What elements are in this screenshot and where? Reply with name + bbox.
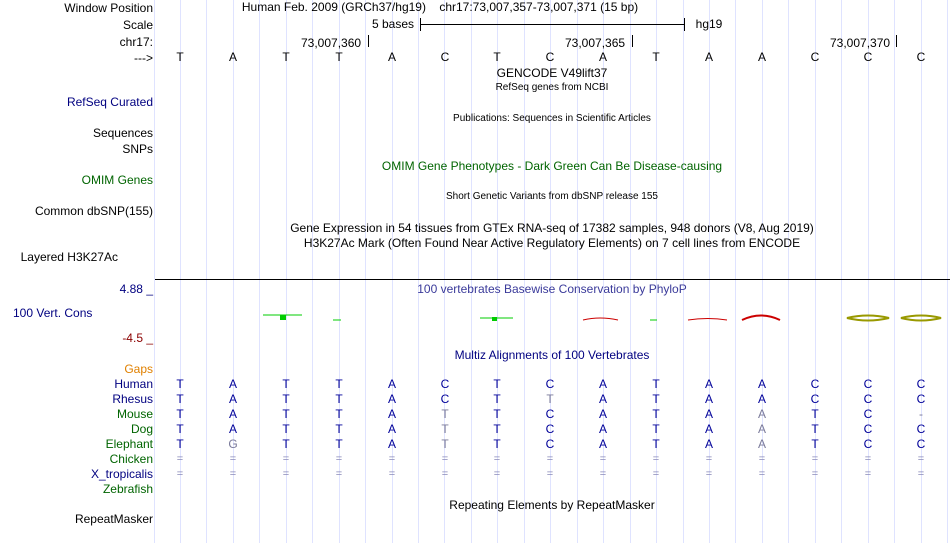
ruler-position-1: 73,007,360 xyxy=(301,36,362,50)
alignment-base-dog: C xyxy=(545,422,555,436)
sequence-base: C xyxy=(545,50,555,64)
alignment-base-x-tropicalis: = xyxy=(493,468,501,480)
label-scale: Scale xyxy=(122,18,153,32)
label-species-mouse: Mouse xyxy=(116,407,153,421)
alignment-base-elephant: T xyxy=(441,437,449,451)
label-cons-max: 4.88 _ xyxy=(119,282,153,296)
alignment-base-human: A xyxy=(387,377,396,391)
alignment-base-elephant: T xyxy=(282,437,290,451)
alignment-base-dog: C xyxy=(863,422,873,436)
alignment-base-chicken: = xyxy=(864,453,872,465)
alignment-base-chicken: = xyxy=(652,453,660,465)
label-species-x-tropicalis: X_tropicalis xyxy=(90,467,153,481)
alignment-base-dog: A xyxy=(387,422,396,436)
label-species-zebrafish: Zebrafish xyxy=(102,482,153,496)
alignment-base-chicken: = xyxy=(546,453,554,465)
alignment-base-rhesus: A xyxy=(598,392,607,406)
scale-bar-text: 5 bases xyxy=(371,17,415,31)
label-species-chicken: Chicken xyxy=(109,452,153,466)
alignment-base-dog: A xyxy=(757,422,766,436)
alignment-base-human: C xyxy=(916,377,926,391)
alignment-base-x-tropicalis: = xyxy=(811,468,819,480)
gencode-track-title[interactable]: GENCODE V49lift37 xyxy=(496,66,608,80)
phylop-neg-3 xyxy=(742,316,780,321)
multiz-track-title[interactable]: Multiz Alignments of 100 Vertebrates xyxy=(454,348,650,362)
repeatmasker-track-title[interactable]: Repeating Elements by RepeatMasker xyxy=(449,498,655,512)
alignment-base-mouse: A xyxy=(757,407,766,421)
alignment-base-chicken: = xyxy=(229,453,237,465)
alignment-base-human: T xyxy=(176,377,184,391)
alignment-base-chicken: = xyxy=(282,453,290,465)
alignment-base-chicken: = xyxy=(811,453,819,465)
alignment-base-elephant: T xyxy=(493,437,501,451)
alignment-base-mouse: A xyxy=(704,407,713,421)
phylop-olive-1 xyxy=(847,316,889,321)
alignment-base-rhesus: T xyxy=(652,392,660,406)
label-refseq-curated[interactable]: RefSeq Curated xyxy=(66,95,153,109)
alignment-base-x-tropicalis: = xyxy=(652,468,660,480)
alignment-base-mouse: T xyxy=(441,407,449,421)
assembly-name: Human Feb. 2009 (GRCh37/hg19) xyxy=(241,0,426,14)
alignment-base-elephant: T xyxy=(652,437,660,451)
alignment-base-elephant: T xyxy=(176,437,184,451)
label-repeatmasker[interactable]: RepeatMasker xyxy=(74,512,153,526)
phylop-olive-2 xyxy=(901,316,941,321)
alignment-base-dog: T xyxy=(652,422,660,436)
alignment-base-mouse: T xyxy=(335,407,343,421)
track-label-column xyxy=(0,0,155,543)
alignment-base-rhesus: C xyxy=(916,392,926,406)
label-species-human: Human xyxy=(114,377,153,391)
alignment-base-rhesus: A xyxy=(757,392,766,406)
sequence-base: T xyxy=(176,50,184,64)
sequence-base: T xyxy=(335,50,343,64)
label-species-elephant: Elephant xyxy=(105,437,153,451)
h3k27ac-track-title[interactable]: H3K27Ac Mark (Often Found Near Active Regulatory Elements) on 7 cell lines from ENCODE xyxy=(303,236,801,250)
label-cons-min: -4.5 _ xyxy=(122,331,153,345)
alignment-base-x-tropicalis: = xyxy=(282,468,290,480)
phylop-negative-marks xyxy=(583,316,780,321)
alignment-base-x-tropicalis: = xyxy=(176,468,184,480)
alignment-base-human: T xyxy=(652,377,660,391)
alignment-base-elephant: C xyxy=(863,437,873,451)
alignment-base-mouse: T xyxy=(652,407,660,421)
alignment-base-dog: T xyxy=(335,422,343,436)
alignment-base-dog: A xyxy=(704,422,713,436)
label-species-rhesus: Rhesus xyxy=(112,392,153,406)
alignment-base-dog: C xyxy=(916,422,926,436)
label-window-position: Window Position xyxy=(64,1,153,15)
alignment-base-human: C xyxy=(810,377,820,391)
sequence-base: A xyxy=(757,50,766,64)
sequence-base: A xyxy=(598,50,607,64)
alignment-base-human: A xyxy=(757,377,766,391)
alignment-base-mouse: C xyxy=(863,407,873,421)
alignment-base-human: A xyxy=(598,377,607,391)
omim-track-title[interactable]: OMIM Gene Phenotypes - Dark Green Can Be Disease-causing xyxy=(381,159,723,173)
phylop-peak-3 xyxy=(492,317,497,321)
alignment-base-human: C xyxy=(545,377,555,391)
alignment-base-elephant: C xyxy=(545,437,555,451)
alignment-base-rhesus: C xyxy=(810,392,820,406)
gtex-track-title[interactable]: Gene Expression in 54 tissues from GTEx RNA-seq of 17382 samples, 948 donors (V8, Aug 2019) xyxy=(290,221,814,235)
alignment-base-human: C xyxy=(863,377,873,391)
sequence-base: T xyxy=(493,50,501,64)
sequence-base: C xyxy=(916,50,926,64)
label-strand: ---> xyxy=(134,51,153,65)
refseq-description: RefSeq genes from NCBI xyxy=(495,82,609,93)
alignment-base-x-tropicalis: = xyxy=(917,468,925,480)
ruler-position-2: 73,007,365 xyxy=(565,36,626,50)
dbsnp-track-title[interactable]: Short Genetic Variants from dbSNP release 155 xyxy=(446,191,658,202)
alignment-base-x-tropicalis: = xyxy=(758,468,766,480)
window-range: chr17:73,007,357-73,007,371 (15 bp) xyxy=(439,0,639,14)
alignment-base-dog: T xyxy=(282,422,290,436)
alignment-base-chicken: = xyxy=(441,453,449,465)
alignment-base-chicken: = xyxy=(176,453,184,465)
sequence-base: A xyxy=(228,50,237,64)
phylop-track-title[interactable]: 100 vertebrates Basewise Conservation by PhyloP xyxy=(417,282,687,296)
sequence-base: A xyxy=(704,50,713,64)
phylop-neg-2 xyxy=(688,319,727,321)
alignment-base-human: A xyxy=(228,377,237,391)
alignment-base-mouse: T xyxy=(176,407,184,421)
alignment-base-x-tropicalis: = xyxy=(705,468,713,480)
alignment-base-human: C xyxy=(440,377,450,391)
alignment-base-elephant: C xyxy=(916,437,926,451)
alignment-base-elephant: T xyxy=(811,437,819,451)
alignment-base-rhesus: T xyxy=(176,392,184,406)
alignment-base-mouse: T xyxy=(282,407,290,421)
alignment-base-dog: A xyxy=(598,422,607,436)
alignment-base-x-tropicalis: = xyxy=(229,468,237,480)
alignment-base-human: T xyxy=(335,377,343,391)
alignment-base-chicken: = xyxy=(917,453,925,465)
alignment-base-elephant: G xyxy=(228,437,238,451)
alignment-base-mouse: T xyxy=(811,407,819,421)
ruler-position-3: 73,007,370 xyxy=(830,36,891,50)
label-100-vert-cons[interactable]: 100 Vert. Cons xyxy=(13,306,93,320)
alignment-base-human: T xyxy=(493,377,501,391)
label-species-dog: Dog xyxy=(130,422,153,436)
alignment-base-elephant: A xyxy=(387,437,396,451)
label-gaps[interactable]: Gaps xyxy=(124,362,153,376)
alignment-base-elephant: A xyxy=(598,437,607,451)
alignment-base-mouse: T xyxy=(493,407,501,421)
label-omim-genes[interactable]: OMIM Genes xyxy=(81,173,153,187)
alignment-base-x-tropicalis: = xyxy=(388,468,396,480)
alignment-base-rhesus: T xyxy=(282,392,290,406)
alignment-base-dog: T xyxy=(441,422,449,436)
sequence-base: C xyxy=(810,50,820,64)
alignment-base-x-tropicalis: = xyxy=(599,468,607,480)
alignment-base-x-tropicalis: = xyxy=(546,468,554,480)
alignment-base-chicken: = xyxy=(335,453,343,465)
track-data-area[interactable] xyxy=(155,0,950,543)
alignment-base-rhesus: T xyxy=(546,392,554,406)
alignment-base-elephant: A xyxy=(757,437,766,451)
alignment-base-rhesus: C xyxy=(440,392,450,406)
alignment-base-rhesus: A xyxy=(228,392,237,406)
sequence-base: A xyxy=(387,50,396,64)
sequence-base: T xyxy=(282,50,290,64)
alignment-base-chicken: = xyxy=(599,453,607,465)
label-snps[interactable]: SNPs xyxy=(122,142,153,156)
alignment-base-mouse: A xyxy=(228,407,237,421)
phylop-peak-1 xyxy=(280,315,286,320)
alignment-base-elephant: A xyxy=(704,437,713,451)
alignment-base-mouse: A xyxy=(598,407,607,421)
alignment-base-rhesus: A xyxy=(704,392,713,406)
label-chromosome: chr17: xyxy=(119,35,153,49)
phylop-neg-1 xyxy=(583,318,618,320)
alignment-base-rhesus: T xyxy=(493,392,501,406)
sequence-base: T xyxy=(652,50,660,64)
alignment-base-mouse: C xyxy=(545,407,555,421)
label-common-dbsnp[interactable]: Common dbSNP(155) xyxy=(34,204,153,218)
phylop-olive-marks xyxy=(847,316,941,321)
alignment-base-dog: T xyxy=(176,422,184,436)
alignment-base-chicken: = xyxy=(758,453,766,465)
label-sequences[interactable]: Sequences xyxy=(92,126,153,140)
alignment-base-mouse: - xyxy=(919,407,923,421)
sequence-base: C xyxy=(863,50,873,64)
publications-track-title[interactable]: Publications: Sequences in Scientific Articles xyxy=(453,113,651,124)
label-layered-h3k27ac[interactable]: Layered H3K27Ac xyxy=(20,250,118,264)
alignment-base-x-tropicalis: = xyxy=(335,468,343,480)
alignment-base-elephant: T xyxy=(335,437,343,451)
alignment-base-dog: T xyxy=(811,422,819,436)
alignment-base-dog: A xyxy=(228,422,237,436)
alignment-base-x-tropicalis: = xyxy=(864,468,872,480)
sequence-base: C xyxy=(440,50,450,64)
alignment-base-dog: T xyxy=(493,422,501,436)
scale-db-name: hg19 xyxy=(695,17,723,31)
alignment-base-mouse: A xyxy=(387,407,396,421)
alignment-base-chicken: = xyxy=(388,453,396,465)
alignment-base-chicken: = xyxy=(493,453,501,465)
alignment-base-human: T xyxy=(282,377,290,391)
alignment-base-chicken: = xyxy=(705,453,713,465)
alignment-base-human: A xyxy=(704,377,713,391)
alignment-base-x-tropicalis: = xyxy=(441,468,449,480)
alignment-base-rhesus: T xyxy=(335,392,343,406)
alignment-base-rhesus: A xyxy=(387,392,396,406)
alignment-base-rhesus: C xyxy=(863,392,873,406)
